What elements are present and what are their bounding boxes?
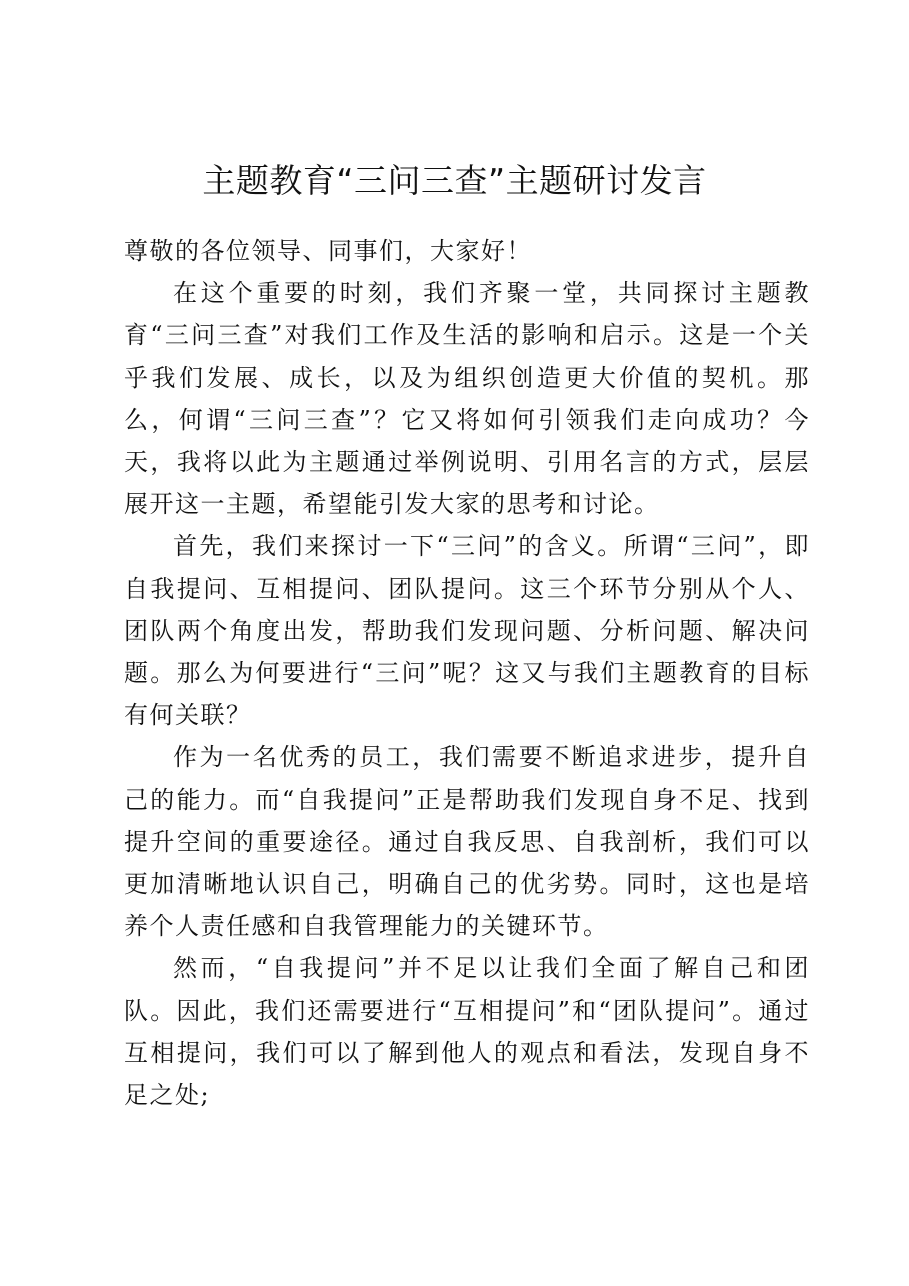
body-paragraph: 首先，我们来探讨一下“三问”的含义。所谓“三问”，即自我提问、互相提问、团队提问。这三个环节分别从个人、团队两个角度出发，帮助我们发现问题、分析问题、解决问题。那么为何要进行“三问”呢？这又与我们主题教育的目标有何关联？	[124, 532, 810, 730]
greeting-line: 尊敬的各位领导、同事们，大家好！	[124, 237, 532, 265]
body-paragraph: 在这个重要的时刻，我们齐聚一堂，共同探讨主题教育“三问三查”对我们工作及生活的影响和启示。这是一个关乎我们发展、成长，以及为组织创造更大价值的契机。那么，何谓“三问三查”？它又将如何引领我们走向成功？今天，我将以此为主题通过举例说明、引用名言的方式，层层展开这一主题，希望能引发大家的思考和讨论。	[124, 279, 810, 519]
body-paragraph: 作为一名优秀的员工，我们需要不断追求进步，提升自己的能力。而“自我提问”正是帮助我们发现自身不足、找到提升空间的重要途径。通过自我反思、自我剖析，我们可以更加清晰地认识自己，明确自己的优劣势。同时，这也是培养个人责任感和自我管理能力的关键环节。	[124, 743, 810, 941]
body-paragraph: 然而，“自我提问”并不足以让我们全面了解自己和团队。因此，我们还需要进行“互相提问”和“团队提问”。通过互相提问，我们可以了解到他人的观点和看法，发现自身不足之处;	[124, 954, 810, 1110]
document-title: 主题教育“三问三查”主题研讨发言	[202, 161, 707, 200]
document-body	[124, 230, 810, 1116]
